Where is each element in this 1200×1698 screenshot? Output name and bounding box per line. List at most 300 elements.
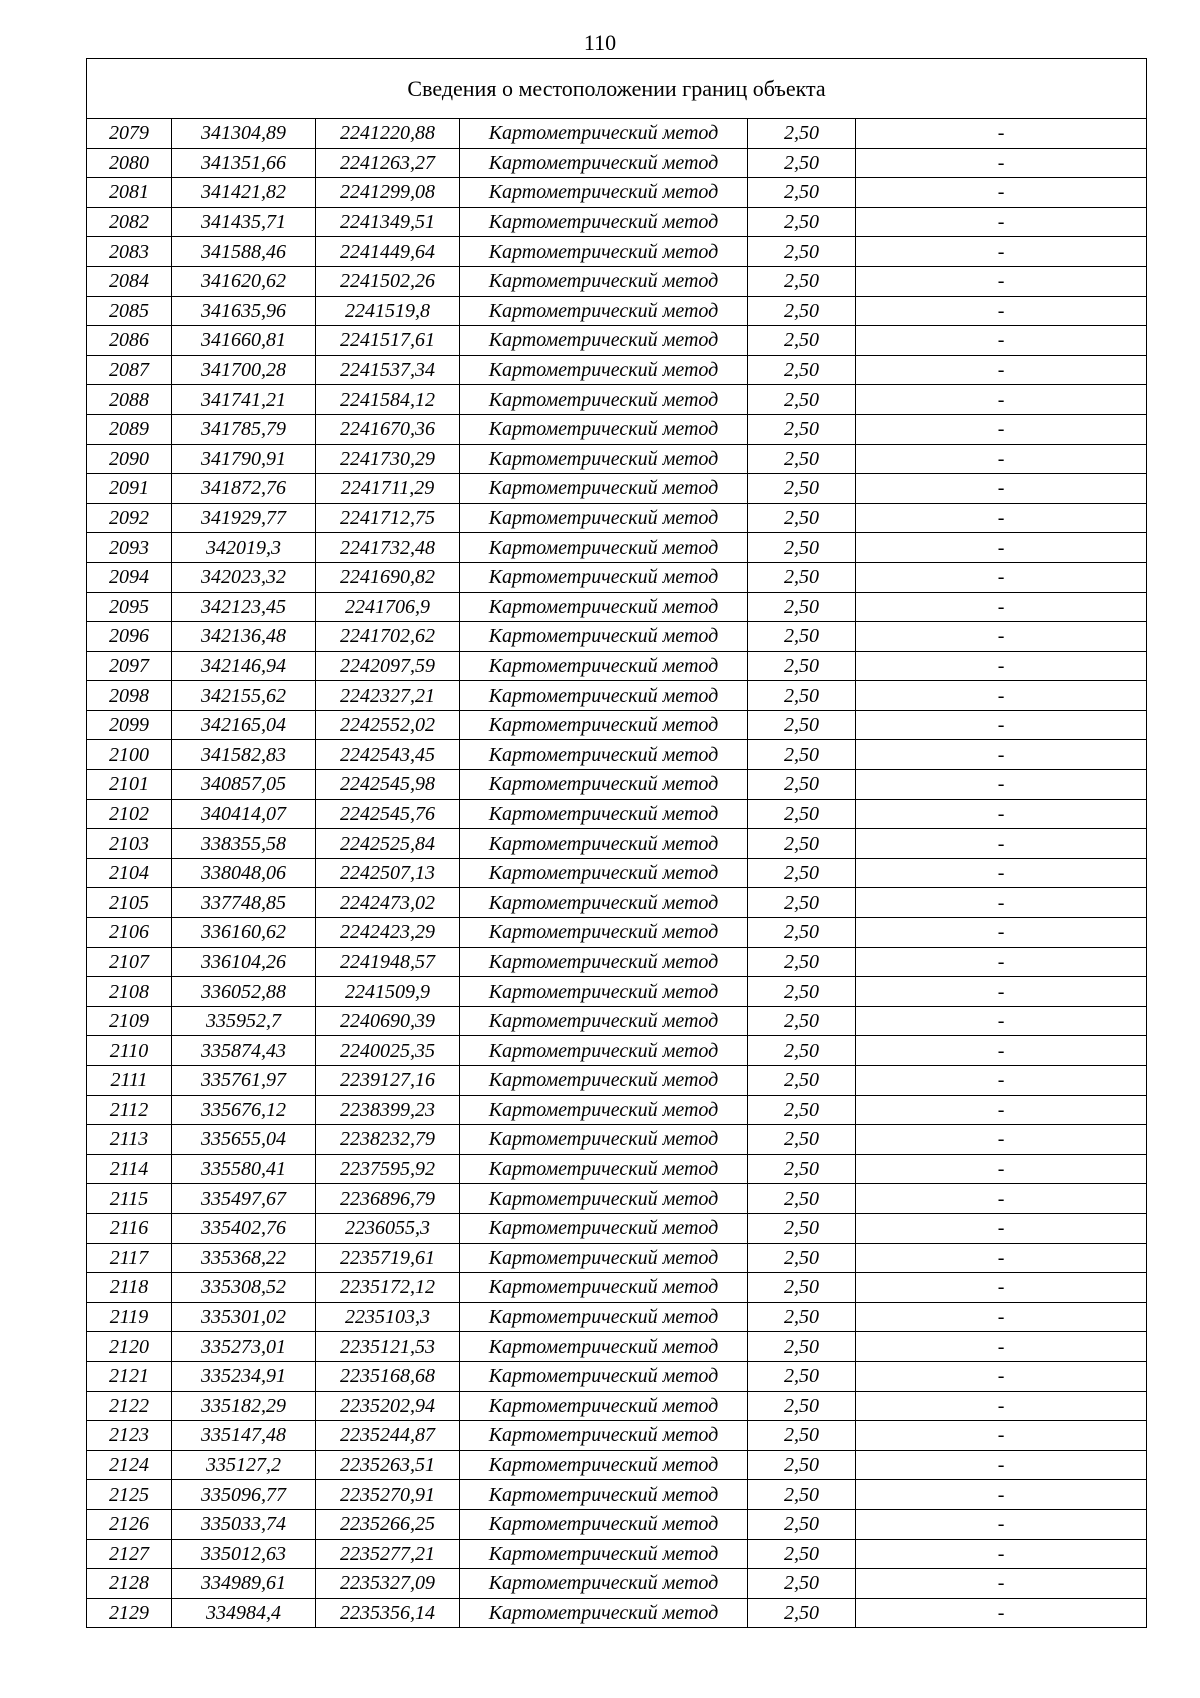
point-number-cell: 2112: [87, 1095, 172, 1125]
accuracy-cell: 2,50: [748, 1154, 856, 1184]
description-cell: -: [856, 1243, 1147, 1273]
table-row: [87, 355, 1147, 385]
table-row: [87, 237, 1147, 267]
description-cell: -: [856, 1450, 1147, 1480]
y-coordinate-cell: 2241220,88: [316, 119, 460, 149]
method-cell: Картометрический метод: [460, 622, 748, 652]
method-cell: Картометрический метод: [460, 1006, 748, 1036]
x-coordinate-cell: 335012,63: [172, 1539, 316, 1569]
table-row: [87, 770, 1147, 800]
description-cell: -: [856, 1302, 1147, 1332]
method-cell: Картометрический метод: [460, 562, 748, 592]
method-cell: Картометрический метод: [460, 1036, 748, 1066]
y-coordinate-cell: 2235244,87: [316, 1421, 460, 1451]
y-coordinate-cell: 2239127,16: [316, 1066, 460, 1096]
x-coordinate-cell: 341304,89: [172, 119, 316, 149]
y-coordinate-cell: 2235266,25: [316, 1509, 460, 1539]
y-coordinate-cell: 2240025,35: [316, 1036, 460, 1066]
description-cell: -: [856, 1125, 1147, 1155]
accuracy-cell: 2,50: [748, 622, 856, 652]
x-coordinate-cell: 338355,58: [172, 829, 316, 859]
accuracy-cell: 2,50: [748, 1095, 856, 1125]
x-coordinate-cell: 335580,41: [172, 1154, 316, 1184]
point-number-cell: 2128: [87, 1569, 172, 1599]
table-row: [87, 1421, 1147, 1451]
method-cell: Картометрический метод: [460, 1539, 748, 1569]
y-coordinate-cell: 2235356,14: [316, 1598, 460, 1628]
accuracy-cell: 2,50: [748, 918, 856, 948]
y-coordinate-cell: 2235277,21: [316, 1539, 460, 1569]
table-row: [87, 119, 1147, 149]
point-number-cell: 2099: [87, 710, 172, 740]
description-cell: -: [856, 1036, 1147, 1066]
y-coordinate-cell: 2241732,48: [316, 533, 460, 563]
method-cell: Картометрический метод: [460, 1391, 748, 1421]
table-row: [87, 296, 1147, 326]
method-cell: Картометрический метод: [460, 1213, 748, 1243]
description-cell: -: [856, 1598, 1147, 1628]
description-cell: -: [856, 918, 1147, 948]
accuracy-cell: 2,50: [748, 1361, 856, 1391]
accuracy-cell: 2,50: [748, 296, 856, 326]
x-coordinate-cell: 337748,85: [172, 888, 316, 918]
point-number-cell: 2118: [87, 1273, 172, 1303]
table-row: [87, 918, 1147, 948]
x-coordinate-cell: 342123,45: [172, 592, 316, 622]
accuracy-cell: 2,50: [748, 237, 856, 267]
point-number-cell: 2125: [87, 1480, 172, 1510]
y-coordinate-cell: 2242552,02: [316, 710, 460, 740]
accuracy-cell: 2,50: [748, 503, 856, 533]
table-row: [87, 1036, 1147, 1066]
y-coordinate-cell: 2241706,9: [316, 592, 460, 622]
description-cell: -: [856, 1391, 1147, 1421]
method-cell: Картометрический метод: [460, 1095, 748, 1125]
table-row: [87, 1154, 1147, 1184]
method-cell: Картометрический метод: [460, 740, 748, 770]
x-coordinate-cell: 342155,62: [172, 681, 316, 711]
table-row: [87, 1480, 1147, 1510]
x-coordinate-cell: 341635,96: [172, 296, 316, 326]
description-cell: -: [856, 1569, 1147, 1599]
y-coordinate-cell: 2241670,36: [316, 414, 460, 444]
description-cell: -: [856, 148, 1147, 178]
point-number-cell: 2114: [87, 1154, 172, 1184]
y-coordinate-cell: 2242097,59: [316, 651, 460, 681]
x-coordinate-cell: 336160,62: [172, 918, 316, 948]
point-number-cell: 2123: [87, 1421, 172, 1451]
y-coordinate-cell: 2242525,84: [316, 829, 460, 859]
accuracy-cell: 2,50: [748, 207, 856, 237]
point-number-cell: 2119: [87, 1302, 172, 1332]
description-cell: -: [856, 444, 1147, 474]
method-cell: Картометрический метод: [460, 947, 748, 977]
y-coordinate-cell: 2235719,61: [316, 1243, 460, 1273]
method-cell: Картометрический метод: [460, 888, 748, 918]
y-coordinate-cell: 2241263,27: [316, 148, 460, 178]
method-cell: Картометрический метод: [460, 414, 748, 444]
y-coordinate-cell: 2241584,12: [316, 385, 460, 415]
x-coordinate-cell: 341582,83: [172, 740, 316, 770]
page-number: 110: [583, 30, 617, 55]
accuracy-cell: 2,50: [748, 1480, 856, 1510]
point-number-cell: 2087: [87, 355, 172, 385]
method-cell: Картометрический метод: [460, 296, 748, 326]
method-cell: Картометрический метод: [460, 326, 748, 356]
description-cell: -: [856, 533, 1147, 563]
method-cell: Картометрический метод: [460, 858, 748, 888]
point-number-cell: 2104: [87, 858, 172, 888]
table-row: [87, 858, 1147, 888]
table-row: [87, 1598, 1147, 1628]
y-coordinate-cell: 2241517,61: [316, 326, 460, 356]
accuracy-cell: 2,50: [748, 829, 856, 859]
accuracy-cell: 2,50: [748, 651, 856, 681]
y-coordinate-cell: 2235168,68: [316, 1361, 460, 1391]
description-cell: -: [856, 1509, 1147, 1539]
accuracy-cell: 2,50: [748, 1391, 856, 1421]
x-coordinate-cell: 341351,66: [172, 148, 316, 178]
description-cell: -: [856, 178, 1147, 208]
point-number-cell: 2122: [87, 1391, 172, 1421]
description-cell: -: [856, 977, 1147, 1007]
point-number-cell: 2095: [87, 592, 172, 622]
point-number-cell: 2108: [87, 977, 172, 1007]
table-row: [87, 651, 1147, 681]
method-cell: Картометрический метод: [460, 385, 748, 415]
description-cell: -: [856, 888, 1147, 918]
table-row: [87, 681, 1147, 711]
y-coordinate-cell: 2241349,51: [316, 207, 460, 237]
table-row: [87, 414, 1147, 444]
point-number-cell: 2083: [87, 237, 172, 267]
x-coordinate-cell: 341435,71: [172, 207, 316, 237]
method-cell: Картометрический метод: [460, 1273, 748, 1303]
y-coordinate-cell: 2235202,94: [316, 1391, 460, 1421]
table-row: [87, 740, 1147, 770]
accuracy-cell: 2,50: [748, 977, 856, 1007]
method-cell: Картометрический метод: [460, 1125, 748, 1155]
accuracy-cell: 2,50: [748, 1243, 856, 1273]
y-coordinate-cell: 2242327,21: [316, 681, 460, 711]
accuracy-cell: 2,50: [748, 1421, 856, 1451]
x-coordinate-cell: 335761,97: [172, 1066, 316, 1096]
description-cell: -: [856, 858, 1147, 888]
table-row: [87, 1509, 1147, 1539]
table-row: [87, 829, 1147, 859]
description-cell: -: [856, 326, 1147, 356]
table-row: [87, 444, 1147, 474]
table-row: [87, 1302, 1147, 1332]
method-cell: Картометрический метод: [460, 1361, 748, 1391]
method-cell: Картометрический метод: [460, 592, 748, 622]
y-coordinate-cell: 2242473,02: [316, 888, 460, 918]
x-coordinate-cell: 340414,07: [172, 799, 316, 829]
y-coordinate-cell: 2242507,13: [316, 858, 460, 888]
method-cell: Картометрический метод: [460, 1480, 748, 1510]
y-coordinate-cell: 2238232,79: [316, 1125, 460, 1155]
x-coordinate-cell: 342019,3: [172, 533, 316, 563]
description-cell: -: [856, 1361, 1147, 1391]
description-cell: -: [856, 414, 1147, 444]
x-coordinate-cell: 336104,26: [172, 947, 316, 977]
x-coordinate-cell: 341872,76: [172, 474, 316, 504]
x-coordinate-cell: 335127,2: [172, 1450, 316, 1480]
description-cell: -: [856, 474, 1147, 504]
y-coordinate-cell: 2241537,34: [316, 355, 460, 385]
point-number-cell: 2101: [87, 770, 172, 800]
y-coordinate-cell: 2241948,57: [316, 947, 460, 977]
accuracy-cell: 2,50: [748, 888, 856, 918]
point-number-cell: 2126: [87, 1509, 172, 1539]
description-cell: -: [856, 237, 1147, 267]
table-row: [87, 947, 1147, 977]
point-number-cell: 2127: [87, 1539, 172, 1569]
table-row: [87, 1066, 1147, 1096]
method-cell: Картометрический метод: [460, 1332, 748, 1362]
table-title: Сведения о местоположении границ объекта: [87, 59, 1147, 119]
point-number-cell: 2086: [87, 326, 172, 356]
table-row: [87, 1332, 1147, 1362]
method-cell: Картометрический метод: [460, 1450, 748, 1480]
description-cell: -: [856, 119, 1147, 149]
point-number-cell: 2117: [87, 1243, 172, 1273]
table-row: [87, 799, 1147, 829]
point-number-cell: 2107: [87, 947, 172, 977]
boundary-coordinates-table: [86, 58, 1147, 1628]
x-coordinate-cell: 335234,91: [172, 1361, 316, 1391]
y-coordinate-cell: 2240690,39: [316, 1006, 460, 1036]
accuracy-cell: 2,50: [748, 266, 856, 296]
x-coordinate-cell: 341785,79: [172, 414, 316, 444]
table-row: [87, 266, 1147, 296]
description-cell: -: [856, 207, 1147, 237]
x-coordinate-cell: 341620,62: [172, 266, 316, 296]
point-number-cell: 2082: [87, 207, 172, 237]
y-coordinate-cell: 2241509,9: [316, 977, 460, 1007]
description-cell: -: [856, 562, 1147, 592]
point-number-cell: 2110: [87, 1036, 172, 1066]
method-cell: Картометрический метод: [460, 474, 748, 504]
x-coordinate-cell: 335273,01: [172, 1332, 316, 1362]
point-number-cell: 2113: [87, 1125, 172, 1155]
description-cell: -: [856, 1184, 1147, 1214]
point-number-cell: 2124: [87, 1450, 172, 1480]
x-coordinate-cell: 335182,29: [172, 1391, 316, 1421]
point-number-cell: 2102: [87, 799, 172, 829]
y-coordinate-cell: 2235327,09: [316, 1569, 460, 1599]
accuracy-cell: 2,50: [748, 326, 856, 356]
accuracy-cell: 2,50: [748, 592, 856, 622]
method-cell: Картометрический метод: [460, 237, 748, 267]
y-coordinate-cell: 2235103,3: [316, 1302, 460, 1332]
method-cell: Картометрический метод: [460, 710, 748, 740]
method-cell: Картометрический метод: [460, 977, 748, 1007]
method-cell: Картометрический метод: [460, 1509, 748, 1539]
table-row: [87, 1095, 1147, 1125]
x-coordinate-cell: 335308,52: [172, 1273, 316, 1303]
method-cell: Картометрический метод: [460, 207, 748, 237]
description-cell: -: [856, 1332, 1147, 1362]
accuracy-cell: 2,50: [748, 740, 856, 770]
y-coordinate-cell: 2242545,98: [316, 770, 460, 800]
method-cell: Картометрический метод: [460, 1421, 748, 1451]
table-row: [87, 385, 1147, 415]
y-coordinate-cell: 2236055,3: [316, 1213, 460, 1243]
y-coordinate-cell: 2242543,45: [316, 740, 460, 770]
y-coordinate-cell: 2241702,62: [316, 622, 460, 652]
x-coordinate-cell: 336052,88: [172, 977, 316, 1007]
y-coordinate-cell: 2242423,29: [316, 918, 460, 948]
description-cell: -: [856, 385, 1147, 415]
accuracy-cell: 2,50: [748, 1006, 856, 1036]
method-cell: Картометрический метод: [460, 1243, 748, 1273]
table-row: [87, 148, 1147, 178]
method-cell: Картометрический метод: [460, 1184, 748, 1214]
point-number-cell: 2088: [87, 385, 172, 415]
description-cell: -: [856, 1154, 1147, 1184]
point-number-cell: 2089: [87, 414, 172, 444]
x-coordinate-cell: 341588,46: [172, 237, 316, 267]
accuracy-cell: 2,50: [748, 1450, 856, 1480]
table-row: [87, 1213, 1147, 1243]
x-coordinate-cell: 335033,74: [172, 1509, 316, 1539]
table-row: [87, 207, 1147, 237]
method-cell: Картометрический метод: [460, 1569, 748, 1599]
description-cell: -: [856, 1006, 1147, 1036]
x-coordinate-cell: 334989,61: [172, 1569, 316, 1599]
table-row: [87, 1125, 1147, 1155]
table-row: [87, 1450, 1147, 1480]
description-cell: -: [856, 740, 1147, 770]
accuracy-cell: 2,50: [748, 385, 856, 415]
point-number-cell: 2121: [87, 1361, 172, 1391]
y-coordinate-cell: 2237595,92: [316, 1154, 460, 1184]
point-number-cell: 2084: [87, 266, 172, 296]
description-cell: -: [856, 947, 1147, 977]
accuracy-cell: 2,50: [748, 1569, 856, 1599]
accuracy-cell: 2,50: [748, 178, 856, 208]
accuracy-cell: 2,50: [748, 1125, 856, 1155]
point-number-cell: 2116: [87, 1213, 172, 1243]
table-row: [87, 1184, 1147, 1214]
point-number-cell: 2079: [87, 119, 172, 149]
point-number-cell: 2080: [87, 148, 172, 178]
table-row: [87, 710, 1147, 740]
accuracy-cell: 2,50: [748, 858, 856, 888]
method-cell: Картометрический метод: [460, 119, 748, 149]
accuracy-cell: 2,50: [748, 1302, 856, 1332]
accuracy-cell: 2,50: [748, 1066, 856, 1096]
y-coordinate-cell: 2241299,08: [316, 178, 460, 208]
method-cell: Картометрический метод: [460, 681, 748, 711]
description-cell: -: [856, 1539, 1147, 1569]
method-cell: Картометрический метод: [460, 770, 748, 800]
method-cell: Картометрический метод: [460, 799, 748, 829]
y-coordinate-cell: 2235121,53: [316, 1332, 460, 1362]
x-coordinate-cell: 340857,05: [172, 770, 316, 800]
x-coordinate-cell: 342165,04: [172, 710, 316, 740]
y-coordinate-cell: 2241502,26: [316, 266, 460, 296]
x-coordinate-cell: 335147,48: [172, 1421, 316, 1451]
y-coordinate-cell: 2235172,12: [316, 1273, 460, 1303]
table-row: [87, 888, 1147, 918]
method-cell: Картометрический метод: [460, 1598, 748, 1628]
description-cell: -: [856, 770, 1147, 800]
accuracy-cell: 2,50: [748, 148, 856, 178]
x-coordinate-cell: 335676,12: [172, 1095, 316, 1125]
point-number-cell: 2093: [87, 533, 172, 563]
point-number-cell: 2085: [87, 296, 172, 326]
description-cell: -: [856, 681, 1147, 711]
x-coordinate-cell: 338048,06: [172, 858, 316, 888]
accuracy-cell: 2,50: [748, 444, 856, 474]
description-cell: -: [856, 1273, 1147, 1303]
point-number-cell: 2111: [87, 1066, 172, 1096]
point-number-cell: 2100: [87, 740, 172, 770]
description-cell: -: [856, 503, 1147, 533]
point-number-cell: 2120: [87, 1332, 172, 1362]
accuracy-cell: 2,50: [748, 414, 856, 444]
x-coordinate-cell: 342023,32: [172, 562, 316, 592]
x-coordinate-cell: 335402,76: [172, 1213, 316, 1243]
table-title-row: [87, 59, 1147, 119]
method-cell: Картометрический метод: [460, 266, 748, 296]
table-row: [87, 1273, 1147, 1303]
x-coordinate-cell: 341929,77: [172, 503, 316, 533]
point-number-cell: 2094: [87, 562, 172, 592]
description-cell: -: [856, 1421, 1147, 1451]
description-cell: -: [856, 266, 1147, 296]
point-number-cell: 2097: [87, 651, 172, 681]
point-number-cell: 2129: [87, 1598, 172, 1628]
method-cell: Картометрический метод: [460, 918, 748, 948]
accuracy-cell: 2,50: [748, 1213, 856, 1243]
table-row: [87, 1361, 1147, 1391]
x-coordinate-cell: 341741,21: [172, 385, 316, 415]
accuracy-cell: 2,50: [748, 562, 856, 592]
x-coordinate-cell: 335368,22: [172, 1243, 316, 1273]
description-cell: -: [856, 799, 1147, 829]
description-cell: -: [856, 1095, 1147, 1125]
table-row: [87, 1569, 1147, 1599]
description-cell: -: [856, 355, 1147, 385]
table-row: [87, 326, 1147, 356]
description-cell: -: [856, 1213, 1147, 1243]
y-coordinate-cell: 2241449,64: [316, 237, 460, 267]
x-coordinate-cell: 341421,82: [172, 178, 316, 208]
description-cell: -: [856, 592, 1147, 622]
description-cell: -: [856, 622, 1147, 652]
accuracy-cell: 2,50: [748, 770, 856, 800]
accuracy-cell: 2,50: [748, 1598, 856, 1628]
point-number-cell: 2098: [87, 681, 172, 711]
y-coordinate-cell: 2238399,23: [316, 1095, 460, 1125]
method-cell: Картометрический метод: [460, 444, 748, 474]
table-row: [87, 622, 1147, 652]
table-row: [87, 1006, 1147, 1036]
table-row: [87, 977, 1147, 1007]
table-row: [87, 533, 1147, 563]
method-cell: Картометрический метод: [460, 1154, 748, 1184]
x-coordinate-cell: 334984,4: [172, 1598, 316, 1628]
x-coordinate-cell: 335952,7: [172, 1006, 316, 1036]
point-number-cell: 2090: [87, 444, 172, 474]
x-coordinate-cell: 342136,48: [172, 622, 316, 652]
description-cell: -: [856, 829, 1147, 859]
point-number-cell: 2092: [87, 503, 172, 533]
point-number-cell: 2106: [87, 918, 172, 948]
